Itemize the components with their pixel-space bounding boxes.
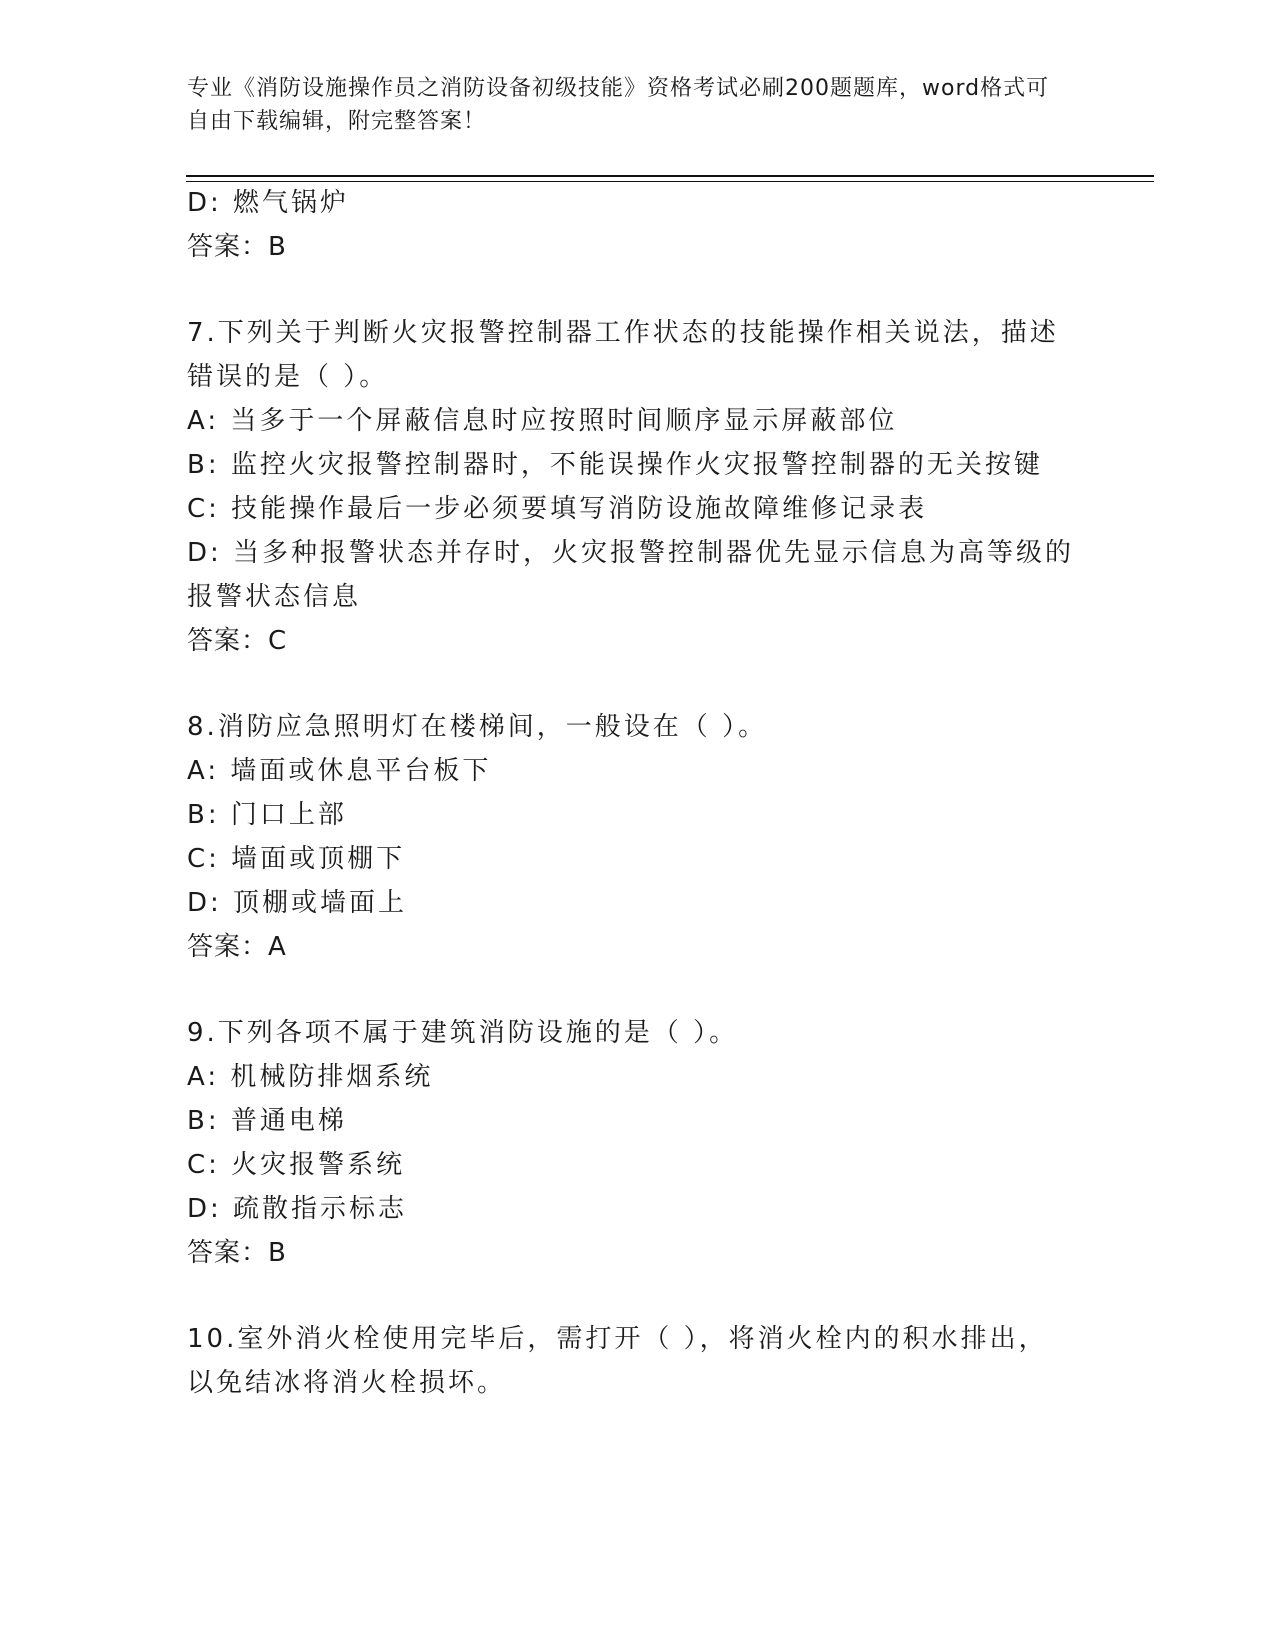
q9-stem: 9.下列各项不属于建筑消防设施的是（ ）。 (187, 1018, 739, 1048)
q8-option-b: B: 门口上部 (187, 800, 347, 830)
q9-option-c: C: 火灾报警系统 (187, 1150, 406, 1180)
q8-option-d: D: 顶棚或墙面上 (187, 888, 408, 918)
q7-option-b: B: 监控火灾报警控制器时，不能误操作火灾报警控制器的无关按键 (187, 450, 1043, 480)
header-divider (186, 175, 1154, 177)
prev-answer: 答案：B (187, 232, 287, 262)
q7-stem-line1: 7.下列关于判断火灾报警控制器工作状态的技能操作相关说法，描述 (187, 318, 1059, 348)
q7-option-c: C: 技能操作最后一步必须要填写消防设施故障维修记录表 (187, 494, 928, 524)
header-divider-thin (186, 181, 1154, 182)
q9-answer: 答案：B (187, 1238, 287, 1268)
q8-option-a: A: 墙面或休息平台板下 (187, 756, 492, 786)
q9-option-a: A: 机械防排烟系统 (187, 1062, 434, 1092)
q10-stem-line1: 10.室外消火栓使用完毕后，需打开（ ），将消火栓内的积水排出， (187, 1324, 1048, 1354)
q10-stem-line2: 以免结冰将消火栓损坏。 (187, 1368, 507, 1398)
document-header: 专业《消防设施操作员之消防设备初级技能》资格考试必刷200题题库，word格式可自由下载编辑，附完整答案！ (187, 76, 1050, 134)
prev-option-d: D: 燃气锅炉 (187, 188, 350, 218)
q8-option-c: C: 墙面或顶棚下 (187, 844, 406, 874)
q7-option-a: A: 当多于一个屏蔽信息时应按照时间顺序显示屏蔽部位 (187, 406, 898, 436)
q9-option-b: B: 普通电梯 (187, 1106, 347, 1136)
q7-option-d-line2: 报警状态信息 (187, 582, 362, 612)
q8-answer: 答案：A (187, 932, 287, 962)
q7-stem-line2: 错误的是（ ）。 (187, 362, 389, 392)
q7-option-d-line1: D: 当多种报警状态并存时，火灾报警控制器优先显示信息为高等级的 (187, 538, 1075, 568)
q9-option-d: D: 疏散指示标志 (187, 1194, 408, 1224)
q8-stem: 8.消防应急照明灯在楼梯间，一般设在（ ）。 (187, 712, 768, 742)
q7-answer: 答案：C (187, 626, 288, 656)
